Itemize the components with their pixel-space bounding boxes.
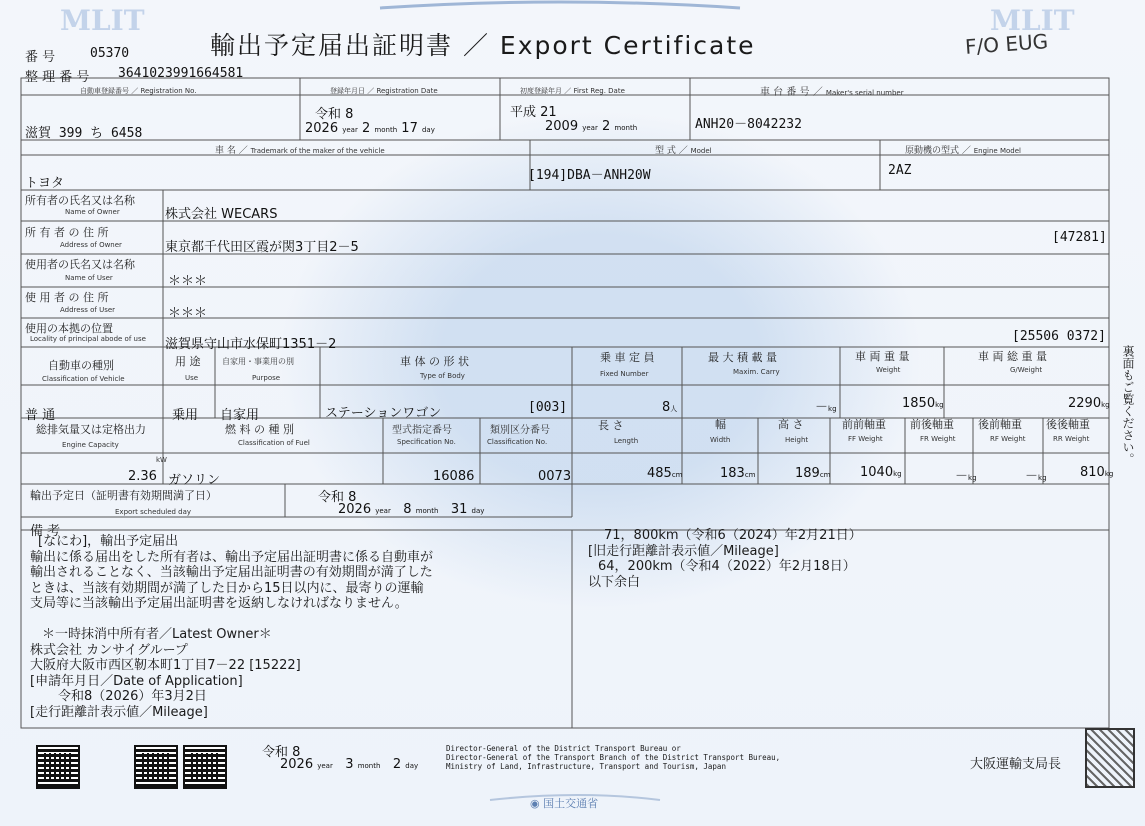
specno-value: 16086: [433, 469, 475, 484]
weight-label: 車 両 重 量: [855, 350, 910, 363]
remarks-line: 輸出に係る届出をした所有者は、輸出予定届出証明書に係る自動車が: [30, 549, 434, 565]
base-en: Locality of principal abode of use: [30, 335, 146, 343]
gweight-en: G/Weight: [1010, 366, 1043, 374]
base-code: [25506 0372]: [1012, 329, 1106, 344]
serial-value: ANH20－8042232: [695, 117, 802, 132]
issuer-text: Director-General of the District Transport Bureau or Director-General of the Transport Branch of the District Transport Bureau, Ministry of Land, Infrastructure, Transport and Tourism, Japan: [446, 744, 781, 771]
issuing-office: 大阪運輸支局長: [970, 757, 1062, 772]
remarks-line: 支局等に当該輸出予定届出証明書を返納しなければなりません。: [30, 596, 408, 611]
base-value: 滋賀県守山市水保町1351－2: [165, 337, 337, 352]
reg-date-label: 登録年月日 ／ Registration Date: [330, 87, 438, 95]
cap-value: 8人: [662, 400, 678, 415]
reg-date-value: 2026 year 2 month 17 day: [305, 121, 435, 136]
kw-unit: kW: [156, 456, 167, 464]
remarks-line: [なにわ]，輸出予定届出: [38, 534, 179, 549]
wid-value: 183cm: [720, 466, 756, 481]
user-addr-label: 使 用 者 の 住 所: [25, 291, 109, 304]
ff-en: FF Weight: [848, 435, 883, 443]
page-title: 輸出予定届出証明書 ／ Export Certificate: [210, 31, 756, 60]
use-value: 乗用: [172, 408, 199, 423]
remarks-line: 令和8（2026）年3月2日: [58, 689, 207, 704]
engine-label: 原動機の型式 ／ Engine Model: [905, 146, 1021, 156]
first-reg-label: 初度登録年月 ／ First Reg. Date: [520, 87, 625, 95]
ref-value: 3641023991664581: [118, 66, 244, 81]
len-value: 485cm: [647, 466, 683, 481]
mileage-line: 64，200km（令和4（2022）年2月18日）: [598, 559, 856, 574]
type-value: 普 通: [25, 408, 56, 423]
rr-label: 後後軸重: [1046, 418, 1090, 431]
len-label: 長 さ: [598, 419, 624, 432]
number-value: 05370: [90, 46, 130, 61]
export-date-value: 2026 year 8 month 31 day: [338, 502, 485, 517]
owner-addr-code: [47281]: [1052, 230, 1107, 245]
base-label: 使用の本拠の位置: [25, 322, 113, 335]
remarks-label: 備 考: [30, 524, 61, 539]
maker-label: 車 名 ／ Trademark of the maker of the vehicle: [215, 146, 385, 156]
first-reg-era: 平成 21: [510, 105, 557, 120]
remarks-line: ときは、当該有効期間が満了した日から15日以内に、最寄りの運輸: [30, 580, 424, 596]
body-value: ステーションワゴン: [325, 406, 442, 421]
remarks-line: 輸出されることなく、当該輸出予定届出証明書の有効期間が満了した: [30, 565, 433, 580]
engine-cap-en: Engine Capacity: [62, 441, 119, 449]
user-addr-en: Address of User: [60, 306, 116, 314]
official-seal-icon: [1085, 728, 1135, 788]
owner-name-value: 株式会社 WECARS: [165, 207, 278, 222]
footer-era: 令和 8: [262, 745, 301, 760]
rr-value: 810kg: [1080, 465, 1114, 480]
remarks-line: [申請年月日／Date of Application]: [30, 673, 243, 689]
export-date-label: 輸出予定日（証明書有効期間満了日）: [30, 489, 217, 502]
user-name-en: Name of User: [65, 274, 113, 282]
cap-en: Fixed Number: [600, 370, 649, 378]
fr-label: 前後軸重: [910, 418, 954, 431]
engine-value: 2AZ: [888, 163, 912, 178]
wid-en: Width: [710, 436, 731, 444]
classno-value: 0073: [538, 469, 572, 484]
qr-code-icon: [36, 745, 80, 789]
qr-code-icon: [183, 745, 227, 789]
fuel-en: Classification of Fuel: [238, 439, 310, 447]
classno-en: Classification No.: [487, 438, 548, 446]
carry-value: －kg: [815, 400, 837, 415]
qr-code-icon: [134, 745, 178, 789]
purpose-label: 自家用・事業用の別: [222, 357, 294, 366]
remarks-line: [走行距離計表示値／Mileage]: [30, 704, 208, 720]
cap-label: 乗 車 定 員: [600, 351, 655, 364]
hei-en: Height: [785, 436, 809, 444]
gweight-value: 2290kg: [1068, 396, 1110, 411]
type-en: Classification of Vehicle: [42, 375, 125, 383]
owner-addr-value: 東京都千代田区霞が関3丁目2－5: [165, 240, 359, 255]
purpose-en: Purpose: [252, 374, 281, 382]
watermark-left: MLIT: [60, 4, 145, 37]
owner-name-label: 所有者の氏名又は名称: [25, 194, 135, 207]
ff-label: 前前軸重: [842, 418, 886, 431]
maker-value: トヨタ: [25, 176, 65, 191]
export-date-en: Export scheduled day: [115, 508, 192, 516]
remarks-line: 大阪府大阪市西区靭本町1丁目7－22 [15222]: [30, 658, 301, 673]
remarks-line: 株式会社 カンサイグループ: [30, 642, 188, 658]
engine-cap-label: 総排気量又は定格出力: [36, 423, 146, 436]
rf-value: －kg: [1025, 469, 1047, 484]
remarks-right: [588, 528, 862, 590]
use-en: Use: [185, 374, 199, 382]
owner-name-en: Name of Owner: [65, 208, 120, 216]
mileage-line: [旧走行距離計表示値／Mileage]: [588, 543, 779, 559]
classno-label: 類別区分番号: [490, 425, 550, 436]
reg-no-label: 自動車登録番号 ／ Registration No.: [80, 87, 197, 95]
first-reg-value: 2009 year 2 month: [545, 119, 638, 134]
remarks-line: [30, 612, 433, 628]
remarks-line: ＊一時抹消中所有者／Latest Owner＊: [42, 627, 272, 642]
gweight-label: 車 両 総 重 量: [978, 350, 1047, 363]
remarks-left: [30, 534, 433, 720]
len-en: Length: [614, 437, 639, 445]
engine-cap-value: 2.36: [128, 469, 157, 484]
hei-value: 189cm: [795, 466, 831, 481]
rf-en: RF Weight: [990, 435, 1026, 443]
fr-value: －kg: [955, 469, 977, 484]
mileage-line: 71，800km（令和6（2024）年2月21日）: [604, 528, 862, 543]
fuel-value: ガソリン: [168, 473, 221, 488]
fr-en: FR Weight: [920, 435, 956, 443]
owner-addr-label: 所 有 者 の 住 所: [25, 226, 109, 239]
user-name-value: ＊＊＊: [168, 274, 208, 289]
ref-label: 整 理 番 号: [25, 70, 90, 85]
side-note: 裏面もご覧ください。: [1121, 345, 1135, 465]
specno-label: 型式指定番号: [392, 425, 452, 436]
user-addr-value: ＊＊＊: [168, 306, 208, 321]
body-en: Type of Body: [420, 372, 465, 380]
model-value: [194]DBA－ANH20W: [528, 168, 651, 183]
body-label: 車 体 の 形 状: [400, 355, 469, 368]
plate-number: 滋賀 399 ち 6458: [25, 126, 143, 141]
fuel-label: 燃 料 の 種 別: [225, 423, 294, 436]
mileage-line: 以下余白: [588, 574, 641, 590]
use-label: 用 途: [175, 355, 201, 368]
rf-label: 後前軸重: [978, 418, 1022, 431]
user-name-label: 使用者の氏名又は名称: [25, 258, 135, 271]
wid-label: 幅: [715, 418, 726, 431]
owner-addr-en: Address of Owner: [60, 241, 122, 249]
weight-value: 1850kg: [902, 396, 944, 411]
export-era: 令和 8: [318, 490, 357, 505]
carry-en: Maxim. Carry: [733, 368, 780, 376]
model-label: 型 式 ／ Model: [655, 146, 712, 156]
number-label: 番 号: [25, 50, 56, 65]
reg-era: 令和 8: [315, 107, 354, 122]
specno-en: Specification No.: [397, 438, 456, 446]
watermark-right: MLIT: [990, 4, 1075, 37]
body-code: [003]: [528, 400, 568, 415]
handwritten-note: F/O EUG: [964, 29, 1049, 59]
weight-en: Weight: [876, 366, 901, 374]
ff-value: 1040kg: [860, 465, 902, 480]
type-label: 自動車の種別: [48, 359, 114, 372]
hei-label: 高 さ: [778, 418, 804, 431]
carry-label: 最 大 積 載 量: [708, 351, 777, 364]
ministry-emblem-icon: ◉: [530, 797, 540, 810]
purpose-value: 自家用: [220, 408, 260, 423]
footer-date: 2026 year 3 month 2 day: [280, 757, 419, 772]
serial-label: 車 台 番 号 ／ Maker's serial number: [760, 87, 904, 98]
ministry-logo: ◉ 国土交通省: [530, 797, 599, 810]
rr-en: RR Weight: [1053, 435, 1090, 443]
